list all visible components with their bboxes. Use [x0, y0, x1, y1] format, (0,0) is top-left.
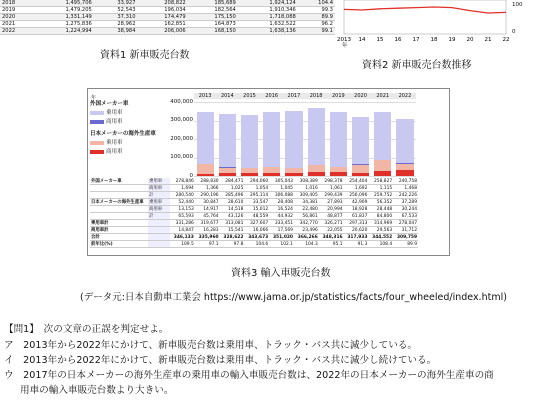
table-cell: 56,352	[368, 199, 393, 206]
chart2-x-tick: 2013	[337, 37, 351, 43]
table-cell: 2019	[0, 7, 34, 14]
chart2-x-tick: 14	[358, 37, 366, 43]
bar-2019	[330, 112, 347, 176]
bar-segment	[285, 111, 302, 167]
chart2-x-tick: 17	[412, 37, 420, 43]
table-cell: 33,927	[94, 0, 138, 7]
table-row	[90, 234, 418, 241]
legend-item	[90, 118, 156, 127]
table-cell: 285,496	[220, 192, 245, 199]
year-label: 2013	[198, 93, 212, 99]
table-cell: 327,607	[244, 220, 269, 227]
table-cell: 313,081	[220, 220, 245, 227]
chart2-line	[344, 7, 506, 13]
table-cell: 1,632,522	[238, 21, 298, 28]
table-cell: 52,543	[94, 7, 138, 14]
table-cell: 1,045	[269, 185, 294, 192]
table-cell: 309,405	[294, 192, 319, 199]
table-row	[90, 213, 418, 220]
y-tick-label: 400,000	[170, 98, 193, 105]
table-cell: 1,016	[294, 185, 319, 192]
chart2-x-tick: 19	[448, 37, 456, 43]
row-sub	[148, 227, 170, 234]
table-cell: 1,061	[319, 185, 344, 192]
table-row	[0, 21, 335, 28]
bar-2020	[352, 117, 369, 176]
bar-2022	[396, 119, 413, 176]
table-cell: 1,692	[344, 185, 369, 192]
table-cell: 309,759	[393, 234, 418, 241]
table-cell: 288,830	[195, 178, 220, 185]
row-sub	[148, 241, 170, 248]
question-title: 【問1】 次の文章の正誤を判定せよ。	[4, 324, 169, 335]
bar-segment	[396, 119, 413, 164]
table-cell: 342,770	[294, 220, 319, 227]
chart2-x-tick: 16	[394, 37, 402, 43]
table-cell: 16,066	[244, 227, 269, 234]
table-cell: 28,408	[269, 199, 294, 206]
row-group: 日本メーカーの海外生産車	[90, 199, 148, 206]
table-cell: 44,932	[269, 213, 294, 220]
year-header: 年	[91, 95, 97, 101]
table-cell: 297,313	[344, 220, 369, 227]
table-cell: 351,020	[269, 234, 294, 241]
table-cell: 328,622	[220, 234, 245, 241]
stacked-bar-chart	[194, 102, 416, 176]
bar-segment	[330, 172, 347, 176]
table-cell: 1,115	[368, 185, 393, 192]
bar-segment	[241, 173, 258, 176]
legend-label: 商用車	[106, 149, 123, 155]
year-label: 2014	[220, 93, 234, 99]
table-cell: 84,800	[368, 213, 393, 220]
table-cell: 14,847	[170, 227, 195, 234]
table-cell: 18,928	[344, 206, 369, 213]
table-cell: 278,846	[170, 178, 195, 185]
table-cell: 2022	[0, 28, 34, 35]
table-cell: 89.9	[393, 241, 418, 248]
table-cell: 290,196	[195, 192, 220, 199]
table-cell: 48,877	[319, 213, 344, 220]
bar-segment	[330, 112, 347, 167]
table-row	[0, 0, 335, 7]
table-cell: 298,378	[319, 178, 344, 185]
table-cell: 1,025	[220, 185, 245, 192]
table-cell: 305,043	[269, 178, 294, 185]
table-cell: 91.3	[344, 241, 369, 248]
table-cell: 102.1	[269, 241, 294, 248]
y-tick-label: 200,000	[170, 135, 193, 142]
table-cell: 61,837	[344, 213, 369, 220]
table-cell: 52,440	[170, 199, 195, 206]
year-label: 2021	[376, 93, 390, 99]
table-cell: 240,758	[393, 178, 418, 185]
table-cell: 33,547	[244, 199, 269, 206]
table-cell: 331,286	[170, 220, 195, 227]
table-cell: 104.6	[244, 241, 269, 248]
table-cell: 95.1	[319, 241, 344, 248]
row-group: 合計	[90, 234, 148, 241]
table-cell: 20,994	[319, 206, 344, 213]
table-row	[90, 220, 418, 227]
table-cell: 16,524	[269, 206, 294, 213]
table-cell: 20,620	[344, 227, 369, 234]
statement-u-line2: 用車の輸入車販売台数より大きい。	[20, 385, 174, 396]
bar-segment	[396, 164, 413, 171]
bar-segment	[263, 112, 280, 166]
table-cell: 1,924,124	[238, 0, 298, 7]
table-row	[90, 199, 418, 206]
table-cell: 299,439	[319, 192, 344, 199]
table-cell: 13,153	[170, 206, 195, 213]
bar-2017	[285, 111, 302, 176]
table-cell: 37,310	[94, 14, 138, 21]
bar-segment	[374, 160, 391, 170]
table-cell: 28,962	[94, 21, 138, 28]
table-cell: 17,569	[269, 227, 294, 234]
chart2-x-unit: 年	[342, 43, 348, 49]
legend-swatch	[90, 111, 104, 115]
table-cell: 37,289	[393, 199, 418, 206]
row-group	[90, 213, 148, 220]
row-group	[90, 185, 148, 192]
table-cell: 346,133	[170, 234, 195, 241]
bar-2016	[263, 112, 280, 176]
table-cell: 168,150	[188, 28, 238, 35]
table-cell: 23,496	[294, 227, 319, 234]
table-cell: 295,114	[244, 192, 269, 199]
table-cell: 2020	[0, 14, 34, 21]
row-group: 前年比(%)	[90, 241, 148, 248]
table-cell: 29,563	[368, 227, 393, 234]
bar-segment	[308, 108, 325, 165]
table-cell: 185,689	[188, 0, 238, 7]
table-cell: 1,495,706	[34, 0, 94, 7]
chart-legend	[90, 100, 156, 157]
sales-trend-chart	[337, 0, 540, 49]
table-cell: 1,910,346	[238, 7, 298, 14]
chart2-y-top-label: 100	[512, 2, 523, 8]
legend-label: 乗用車	[106, 110, 123, 116]
table-cell: 333,451	[269, 220, 294, 227]
data-source: (データ元:日本自動車工業会 https://www.jama.or.jp/statistics/facts/four_wheeled/index.html)	[80, 292, 507, 303]
row-sub: 計	[148, 192, 170, 199]
table-cell: 2018	[0, 0, 34, 7]
row-sub	[148, 220, 170, 227]
row-sub: 計	[148, 213, 170, 220]
row-group	[90, 192, 148, 199]
table-cell: 38,984	[94, 28, 138, 35]
table-cell: 254,404	[344, 178, 369, 185]
table-cell: 14,917	[195, 206, 220, 213]
fig3-caption: 資料3 輸入車販売台数	[231, 268, 331, 279]
legend-swatch	[90, 150, 104, 154]
table-cell: 196,034	[138, 7, 188, 14]
legend-swatch	[90, 141, 104, 145]
y-tick-label: 300,000	[170, 117, 193, 123]
fig2-caption: 資料2 新車販売台数推移	[362, 60, 472, 71]
table-cell: 56,861	[294, 213, 319, 220]
bar-2021	[374, 112, 391, 176]
row-sub	[148, 234, 170, 241]
table-row	[90, 227, 418, 234]
legend-label: 商用車	[106, 119, 123, 125]
legend-label: 乗用車	[106, 140, 123, 146]
table-cell: 45,764	[195, 213, 220, 220]
table-cell: 1,638,136	[238, 28, 298, 35]
legend-item	[90, 148, 156, 157]
table-cell: 335,960	[195, 234, 220, 241]
bar-segment	[263, 173, 280, 176]
chart2-x-tick: 18	[430, 37, 438, 43]
table-row	[90, 206, 418, 213]
table-cell: 1,224,994	[34, 28, 94, 35]
table-cell: 280,540	[170, 192, 195, 199]
table-cell: 14,518	[220, 206, 245, 213]
bar-segment	[219, 173, 236, 176]
table-cell: 174,479	[138, 14, 188, 21]
table-cell: 43,126	[220, 213, 245, 220]
table-cell: 259,752	[368, 192, 393, 199]
table-cell: 99.3	[298, 7, 335, 14]
table-cell: 2021	[0, 21, 34, 28]
year-label: 2015	[243, 93, 256, 99]
year-axis	[194, 93, 416, 99]
legend-group2-title: 日本メーカーの海外生産車	[90, 131, 156, 137]
table-cell: 27,893	[319, 199, 344, 206]
table-cell: 278,047	[393, 220, 418, 227]
table-cell: 109.5	[170, 241, 195, 248]
table-row	[0, 28, 335, 35]
year-label: 2018	[309, 93, 323, 99]
row-group: 乗用車計	[90, 220, 148, 227]
row-group: 商用車計	[90, 227, 148, 234]
table-cell: 366,266	[294, 234, 319, 241]
table-cell: 319,677	[195, 220, 220, 227]
table-cell: 1,718,088	[238, 14, 298, 21]
bar-segment	[352, 165, 369, 173]
table-cell: 15,541	[220, 227, 245, 234]
table-cell: 48,559	[244, 213, 269, 220]
table-cell: 1,054	[244, 185, 269, 192]
bar-2013	[197, 112, 214, 176]
row-sub: 乗用車	[148, 199, 170, 206]
table-cell: 258,827	[368, 178, 393, 185]
legend-group1-title: 外国メーカー車	[90, 101, 129, 107]
table-cell: 30,244	[393, 206, 418, 213]
bar-2014	[219, 114, 236, 176]
table-cell: 175,150	[188, 14, 238, 21]
table-cell: 16,283	[195, 227, 220, 234]
table-cell: 326,271	[319, 220, 344, 227]
chart2-x-tick: 21	[484, 37, 492, 43]
chart2-y-zero-label: 0	[512, 29, 516, 35]
statement-a: ア 2013年から2022年にかけて、新車販売台数は乗用車、トラック・バス共に減少している。	[4, 340, 418, 351]
bar-segment	[352, 117, 369, 164]
table-cell: 22,480	[294, 206, 319, 213]
table-cell: 1,331,149	[34, 14, 94, 21]
table-cell: 30,847	[195, 199, 220, 206]
legend-item	[90, 139, 156, 148]
row-sub: 商用車	[148, 206, 170, 213]
y-tick-label: 0	[189, 172, 193, 179]
table-cell: 96.2	[298, 21, 335, 28]
table-cell: 1,479,205	[34, 7, 94, 14]
chart2-x-tick: 15	[376, 37, 384, 43]
row-group	[90, 206, 148, 213]
chart2-frame	[344, 0, 506, 34]
bar-segment	[197, 174, 214, 176]
table-cell: 1,275,836	[34, 21, 94, 28]
bar-segment	[374, 171, 391, 176]
table-cell: 206,006	[138, 28, 188, 35]
year-label: 2020	[354, 93, 367, 99]
chart2-x-tick: 22	[502, 37, 510, 43]
table-cell: 284,471	[220, 178, 245, 185]
table-cell: 1,468	[393, 185, 418, 192]
table-cell: 97.8	[220, 241, 245, 248]
table-cell: 294,060	[244, 178, 269, 185]
bar-segment	[352, 173, 369, 177]
table-cell: 22,055	[319, 227, 344, 234]
table-row	[90, 185, 418, 192]
table-cell: 256,096	[344, 192, 369, 199]
table-cell: 162,851	[138, 21, 188, 28]
table-cell: 164,873	[188, 21, 238, 28]
table-cell: 42,909	[344, 199, 369, 206]
table-cell: 208,822	[138, 0, 188, 7]
row-sub: 乗用車	[148, 178, 170, 185]
table-cell: 306,088	[269, 192, 294, 199]
bar-segment	[197, 164, 214, 174]
bar-segment	[374, 112, 391, 160]
bar-2018	[308, 108, 325, 176]
row-sub: 商用車	[148, 185, 170, 192]
table-cell: 348,316	[319, 234, 344, 241]
year-label: 2022	[398, 93, 412, 99]
table-cell: 99.1	[298, 28, 335, 35]
table-cell: 28,610	[220, 199, 245, 206]
table-cell: 314,969	[368, 220, 393, 227]
table-cell: 65,593	[170, 213, 195, 220]
import-sales-table	[90, 178, 418, 248]
year-label: 2019	[331, 93, 345, 99]
table-row	[0, 7, 335, 14]
table-row	[90, 241, 418, 248]
bar-segment	[219, 114, 236, 167]
bar-segment	[197, 112, 214, 164]
table-row	[0, 14, 335, 21]
table-cell: 31,712	[393, 227, 418, 234]
bar-segment	[396, 170, 413, 176]
table-cell: 104.3	[294, 241, 319, 248]
table-cell: 242,226	[393, 192, 418, 199]
bar-segment	[308, 172, 325, 176]
y-tick-label: 100,000	[170, 154, 193, 160]
table-cell: 317,933	[344, 234, 369, 241]
table-cell: 97.1	[195, 241, 220, 248]
table-cell: 1,694	[170, 185, 195, 192]
table-cell: 1,366	[195, 185, 220, 192]
table-row	[90, 192, 418, 199]
year-label: 2016	[265, 93, 279, 99]
gridline	[194, 176, 416, 177]
table-cell: 67,533	[393, 213, 418, 220]
table-cell: 343,673	[244, 234, 269, 241]
table-cell: 15,012	[244, 206, 269, 213]
table-cell: 108.4	[368, 241, 393, 248]
table-cell: 344,552	[368, 234, 393, 241]
table-cell: 104.4	[298, 0, 335, 7]
chart2-x-tick: 20	[466, 37, 474, 43]
table-cell: 182,564	[188, 7, 238, 14]
statement-u-line1: ウ 2017年の日本メーカーの海外生産車の乗用車の輸入車販売台数は、2022年の日本メーカーの海外生産車の商	[4, 370, 494, 381]
bar-segment	[241, 115, 258, 168]
table-cell: 28,448	[368, 206, 393, 213]
legend-swatch	[90, 120, 104, 124]
table-cell: 89.9	[298, 14, 335, 21]
fig1-caption: 資料1 新車販売台数	[100, 50, 190, 61]
new-car-sales-table	[0, 0, 335, 35]
table-cell: 34,381	[294, 199, 319, 206]
bar-segment	[285, 173, 302, 176]
legend-item	[90, 109, 156, 118]
row-group: 外国メーカー車	[90, 178, 148, 185]
year-label: 2017	[287, 93, 301, 99]
bar-2015	[241, 115, 258, 176]
table-cell: 308,389	[294, 178, 319, 185]
statement-i: イ 2013年から2022年にかけて、新車販売台数は乗用車、トラック・バス共に減少し続けている。	[4, 355, 437, 366]
